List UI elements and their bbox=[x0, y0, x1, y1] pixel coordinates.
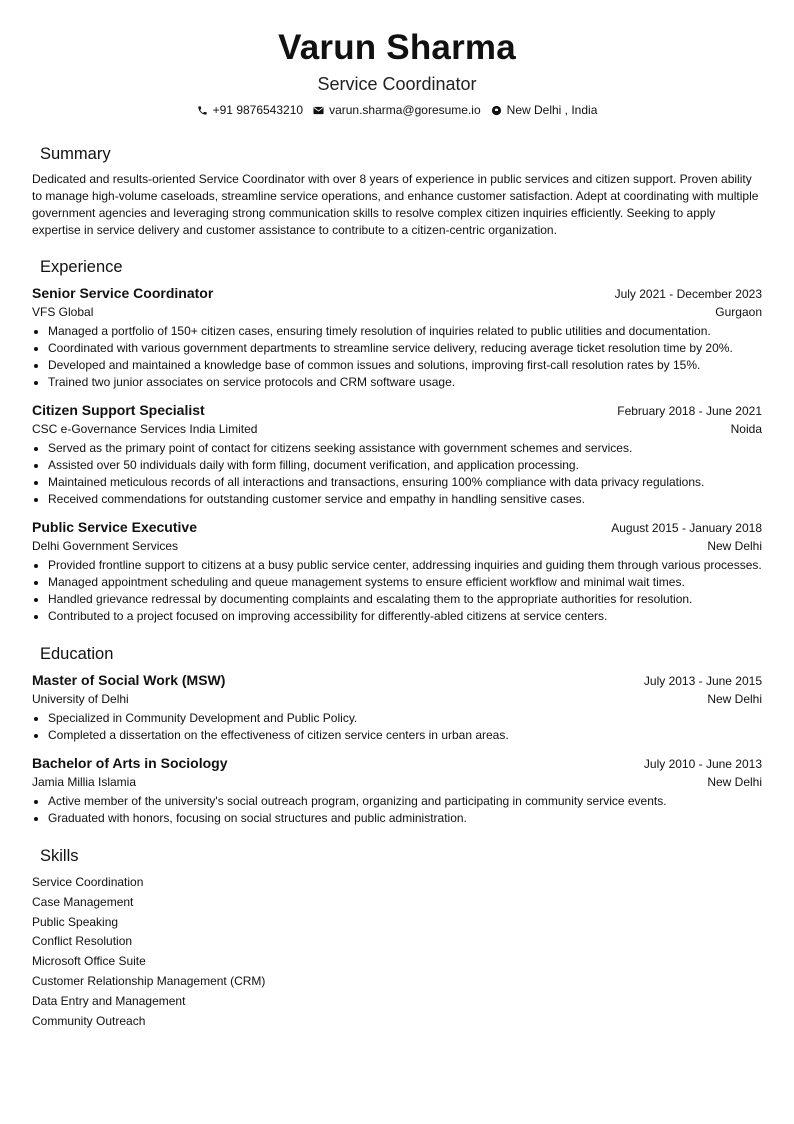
degree-institution: University of Delhi bbox=[32, 692, 129, 706]
skill-item: Data Entry and Management bbox=[32, 993, 186, 1008]
bullet-item: Maintained meticulous records of all interactions and transactions, ensuring 100% compliance with data privacy regulations. bbox=[32, 474, 762, 491]
job-title: Senior Service Coordinator bbox=[32, 285, 214, 301]
email-text: varun.sharma@goresume.io bbox=[329, 103, 481, 117]
job-company: VFS Global bbox=[32, 305, 94, 319]
education-section bbox=[32, 643, 762, 827]
degree-bullets bbox=[32, 710, 762, 744]
degree-institution: Jamia Millia Islamia bbox=[32, 775, 137, 789]
bullet-item: Active member of the university's social outreach program, organizing and participating in community service events. bbox=[32, 793, 762, 810]
location-pin-icon bbox=[491, 105, 502, 116]
summary-section bbox=[32, 143, 762, 239]
experience-section bbox=[32, 256, 762, 625]
contact-email[interactable] bbox=[313, 102, 481, 118]
contact-location bbox=[491, 102, 598, 118]
bullet-item: Managed appointment scheduling and queue management systems to ensure efficient workflow and minimal wait times. bbox=[32, 574, 762, 591]
skills-heading: Skills bbox=[40, 847, 79, 865]
skill-item: Customer Relationship Management (CRM) bbox=[32, 973, 266, 988]
bullet-item: Served as the primary point of contact for citizens seeking assistance with government schemes and services. bbox=[32, 440, 762, 457]
experience-entry bbox=[32, 284, 762, 391]
education-heading: Education bbox=[40, 645, 114, 663]
bullet-item: Specialized in Community Development and Public Policy. bbox=[32, 710, 762, 727]
bullet-item: Received commendations for outstanding customer service and empathy in handling sensitive cases. bbox=[32, 491, 762, 508]
job-dates: February 2018 - June 2021 bbox=[617, 404, 762, 418]
job-dates: August 2015 - January 2018 bbox=[611, 521, 762, 535]
phone-icon bbox=[197, 105, 208, 116]
skill-item: Public Speaking bbox=[32, 914, 119, 929]
job-location: Gurgaon bbox=[715, 305, 762, 319]
bullet-item: Developed and maintained a knowledge base of common issues and solutions, improving first-call resolution rates by 15%. bbox=[32, 357, 762, 374]
job-title: Public Service Executive bbox=[32, 519, 197, 535]
phone-text: +91 9876543210 bbox=[212, 103, 304, 117]
contact-bar bbox=[32, 102, 762, 118]
degree-dates: July 2010 - June 2013 bbox=[643, 757, 762, 771]
bullet-item: Managed a portfolio of 150+ citizen cases, ensuring timely resolution of inquiries related to public utilities and documentation. bbox=[32, 323, 762, 340]
job-company: CSC e-Governance Services India Limited bbox=[32, 422, 258, 436]
job-bullets bbox=[32, 557, 762, 625]
degree-bullets bbox=[32, 793, 762, 827]
job-bullets bbox=[32, 323, 762, 391]
mail-icon bbox=[313, 106, 324, 115]
bullet-item: Trained two junior associates on service protocols and CRM software usage. bbox=[32, 374, 762, 391]
contact-phone[interactable] bbox=[197, 102, 303, 118]
experience-heading: Experience bbox=[40, 258, 123, 276]
skill-item: Microsoft Office Suite bbox=[32, 954, 146, 969]
location-text: New Delhi , India bbox=[506, 103, 598, 117]
degree-title: Master of Social Work (MSW) bbox=[32, 672, 226, 688]
candidate-name: Varun Sharma bbox=[278, 28, 516, 67]
bullet-item: Assisted over 50 individuals daily with form filling, document verification, and application processing. bbox=[32, 457, 762, 474]
skills-section bbox=[32, 845, 762, 1031]
bullet-item: Graduated with honors, focusing on social structures and public administration. bbox=[32, 810, 762, 827]
education-entry bbox=[32, 671, 762, 744]
degree-title: Bachelor of Arts in Sociology bbox=[32, 755, 228, 771]
bullet-item: Coordinated with various government departments to streamline service delivery, reducing average ticket resolution time by 20%. bbox=[32, 340, 762, 357]
degree-location: New Delhi bbox=[707, 692, 762, 706]
resume-header bbox=[32, 26, 762, 118]
summary-text: Dedicated and results-oriented Service Coordinator with over 8 years of experience in public services and citizen support. Proven ability to manage high-volume caseloads, streamline service operations, and enhance customer satisfaction. Adept at coordinating with multiple government agencies and leveraging strong communication skills to resolve complex citizen inquiries efficiently. Seeking to apply expertise in service delivery and customer assistance to contribute to a citizen-centric organization. bbox=[32, 172, 759, 237]
job-title: Citizen Support Specialist bbox=[32, 402, 205, 418]
summary-heading: Summary bbox=[40, 145, 111, 163]
job-location: Noida bbox=[730, 422, 762, 436]
job-company: Delhi Government Services bbox=[32, 539, 179, 553]
job-location: New Delhi bbox=[707, 539, 762, 553]
skill-item: Case Management bbox=[32, 894, 134, 909]
bullet-item: Contributed to a project focused on improving accessibility for differently-abled citizens at service centers. bbox=[32, 608, 762, 625]
experience-entry bbox=[32, 518, 762, 625]
bullet-item: Handled grievance redressal by documenting complaints and escalating them to the appropriate authorities for resolution. bbox=[32, 591, 762, 608]
experience-entry bbox=[32, 401, 762, 508]
skill-item: Conflict Resolution bbox=[32, 934, 133, 949]
degree-dates: July 2013 - June 2015 bbox=[643, 674, 762, 688]
skill-item: Community Outreach bbox=[32, 1013, 146, 1028]
degree-location: New Delhi bbox=[707, 775, 762, 789]
education-entry bbox=[32, 754, 762, 827]
candidate-role: Service Coordinator bbox=[317, 74, 477, 94]
bullet-item: Provided frontline support to citizens at a busy public service center, addressing inquiries and guiding them through various processes. bbox=[32, 557, 762, 574]
job-dates: July 2021 - December 2023 bbox=[614, 287, 762, 301]
bullet-item: Completed a dissertation on the effectiveness of citizen service centers in urban areas. bbox=[32, 727, 762, 744]
skill-item: Service Coordination bbox=[32, 875, 144, 889]
job-bullets bbox=[32, 440, 762, 508]
